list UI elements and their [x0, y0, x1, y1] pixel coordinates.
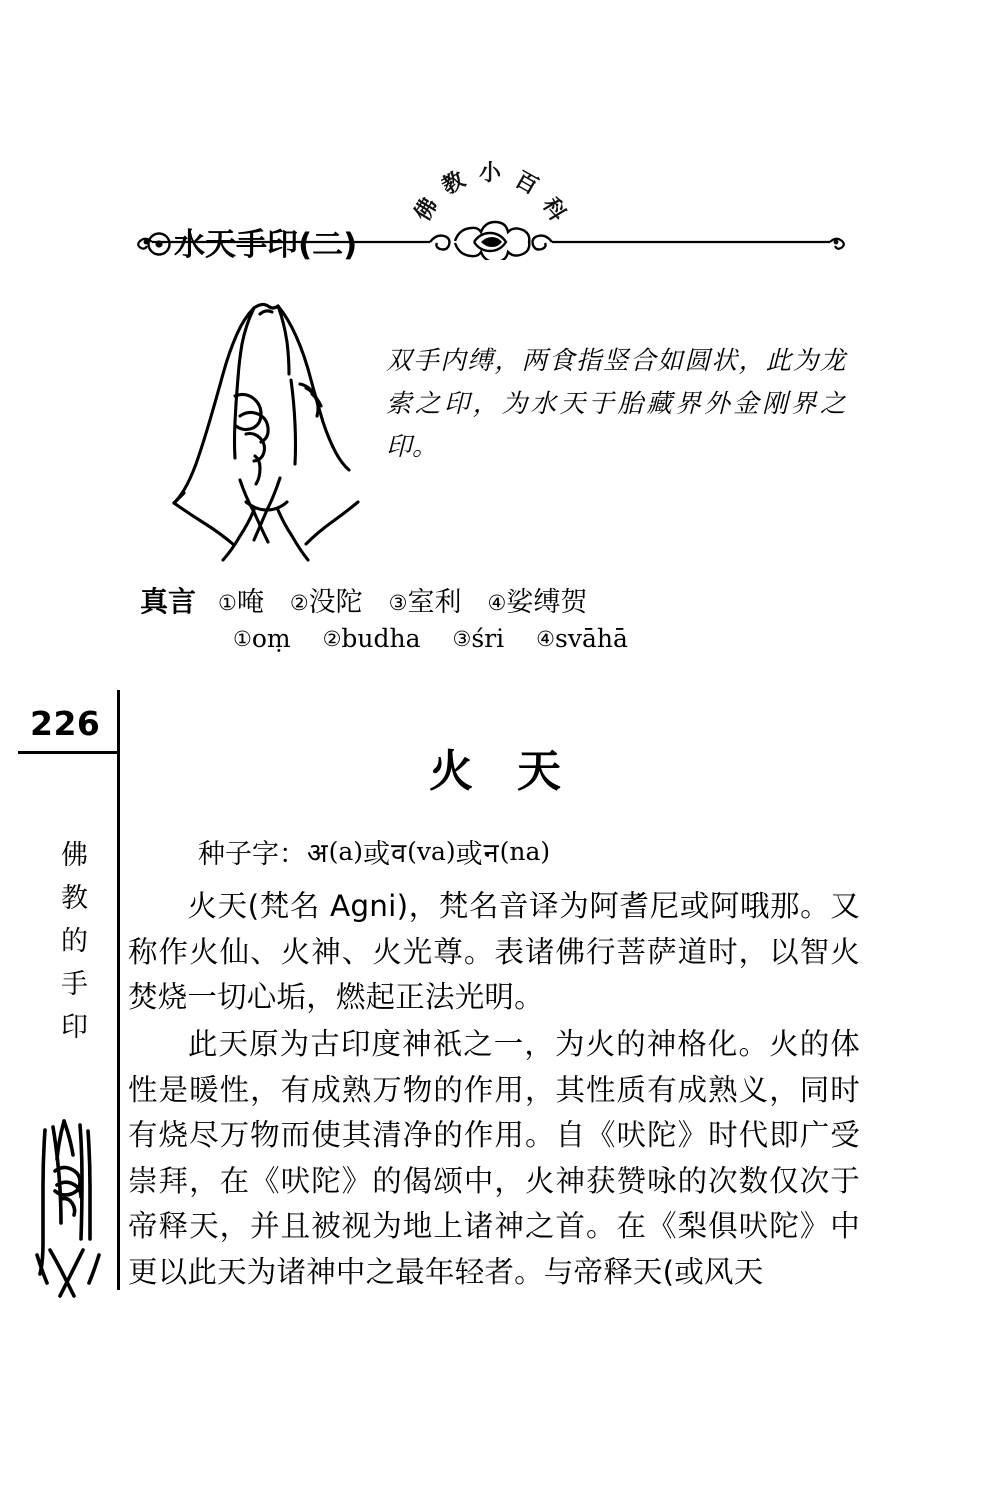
- seed-conjunction-2: 或: [455, 839, 483, 870]
- page-number: 226: [30, 704, 101, 743]
- mantra-item-2: [290, 580, 363, 619]
- mantra-item-1: [218, 580, 264, 619]
- mantra-roman-item-4: [536, 624, 628, 653]
- margin-horizontal-rule: [18, 751, 119, 754]
- mantra-han-1: 唵: [236, 587, 264, 618]
- mantra-number-1: ①: [218, 591, 237, 615]
- water-deva-mudra-illustration: [160, 288, 375, 580]
- siddham-roman-a: (a): [328, 837, 364, 866]
- mantra-chinese-row: [140, 580, 840, 624]
- mantra-roman-item-1: [233, 624, 291, 653]
- mantra-roman-number-4: ④: [536, 627, 555, 651]
- mudra-thumbnail-svg: [33, 1105, 107, 1300]
- mantra-roman-3: śri: [471, 624, 505, 653]
- margin-book-title: 佛教的手印: [56, 840, 87, 1055]
- seed-syllable-label: 种子字：: [198, 839, 306, 870]
- section-heading-text: 水天手印(二): [174, 227, 358, 263]
- siddham-glyph-a: अ: [307, 838, 328, 869]
- mantra-item-4: [488, 580, 588, 619]
- mudra-figure-svg: [160, 288, 375, 580]
- mantra-roman-4: svāhā: [554, 624, 628, 653]
- seed-syllable-line: [198, 832, 550, 871]
- mudra-description: 双手内缚，两食指竖合如圆状，此为龙索之印，为水天于胎藏界外金刚界之印。: [386, 346, 846, 462]
- running-head-char-3: 小: [479, 161, 502, 186]
- running-head-char-4: 百: [510, 166, 543, 200]
- body-paragraph-2-text: 此天原为古印度神祇之一，为火的神格化。火的体性是暖性，有成熟万物的作用，其性质有成熟义，同时有烧尽万物而使其清净的作用。自《吠陀》时代即广受崇拜，在《吠陀》的偈颂中，火神获赞咏的次数仅次于帝释天，并且被视为地上诸神之首。在《梨俱吠陀》中更以此天为诸神中之最年轻者。与帝释天(或风天: [128, 1027, 860, 1289]
- running-head-char-2: 教: [437, 166, 470, 200]
- running-head-char-1: 佛: [409, 193, 443, 226]
- body-paragraph-1: [128, 884, 860, 1021]
- mantra-roman-item-3: [453, 624, 505, 653]
- mantra-number-2: ②: [289, 591, 309, 615]
- article-title: 火天: [429, 746, 605, 797]
- mantra-roman-item-2: [323, 624, 421, 653]
- mantra-item-3: [389, 580, 462, 619]
- running-head-char-5: 科: [537, 193, 571, 226]
- mantra-roman-number-2: ②: [322, 627, 342, 651]
- siddham-roman-va: (va): [407, 837, 456, 866]
- circled-dot-icon: [146, 230, 172, 264]
- mantra-number-3: ③: [388, 591, 408, 615]
- margin-vertical-rule: [117, 690, 120, 1290]
- section-heading: [146, 228, 357, 264]
- mantra-han-2: 没陀: [308, 587, 363, 618]
- mantra-roman-1: oṃ: [251, 624, 291, 653]
- siddham-roman-na: (na): [499, 837, 551, 866]
- mantra-han-4: 娑缚贺: [506, 587, 588, 618]
- mantra-label: 真言: [140, 585, 197, 618]
- body-paragraph-1-text: 火天(梵名 Agni)，梵名音译为阿耆尼或阿哦那。又称作火仙、火神、火光尊。表诸佛行菩萨道时，以智火焚烧一切心垢，燃起正法光明。: [128, 889, 860, 1014]
- running-head: [0, 70, 981, 226]
- mantra-roman-number-1: ①: [233, 627, 252, 651]
- mantra-roman-number-3: ③: [452, 627, 472, 651]
- seed-conjunction-1: 或: [363, 839, 391, 870]
- mantra-block: [140, 580, 840, 668]
- mantra-number-4: ④: [487, 591, 507, 615]
- mudra-thumbnail-icon: [33, 1105, 107, 1300]
- mantra-roman-2: budha: [341, 624, 421, 653]
- mantra-romanization-row: [140, 624, 840, 668]
- body-paragraph-2: [128, 1022, 860, 1295]
- siddham-glyph-va: व: [391, 838, 407, 869]
- running-head-arc-title: [0, 70, 981, 226]
- siddham-glyph-na: न: [483, 838, 499, 869]
- mantra-han-3: 室利: [407, 587, 462, 618]
